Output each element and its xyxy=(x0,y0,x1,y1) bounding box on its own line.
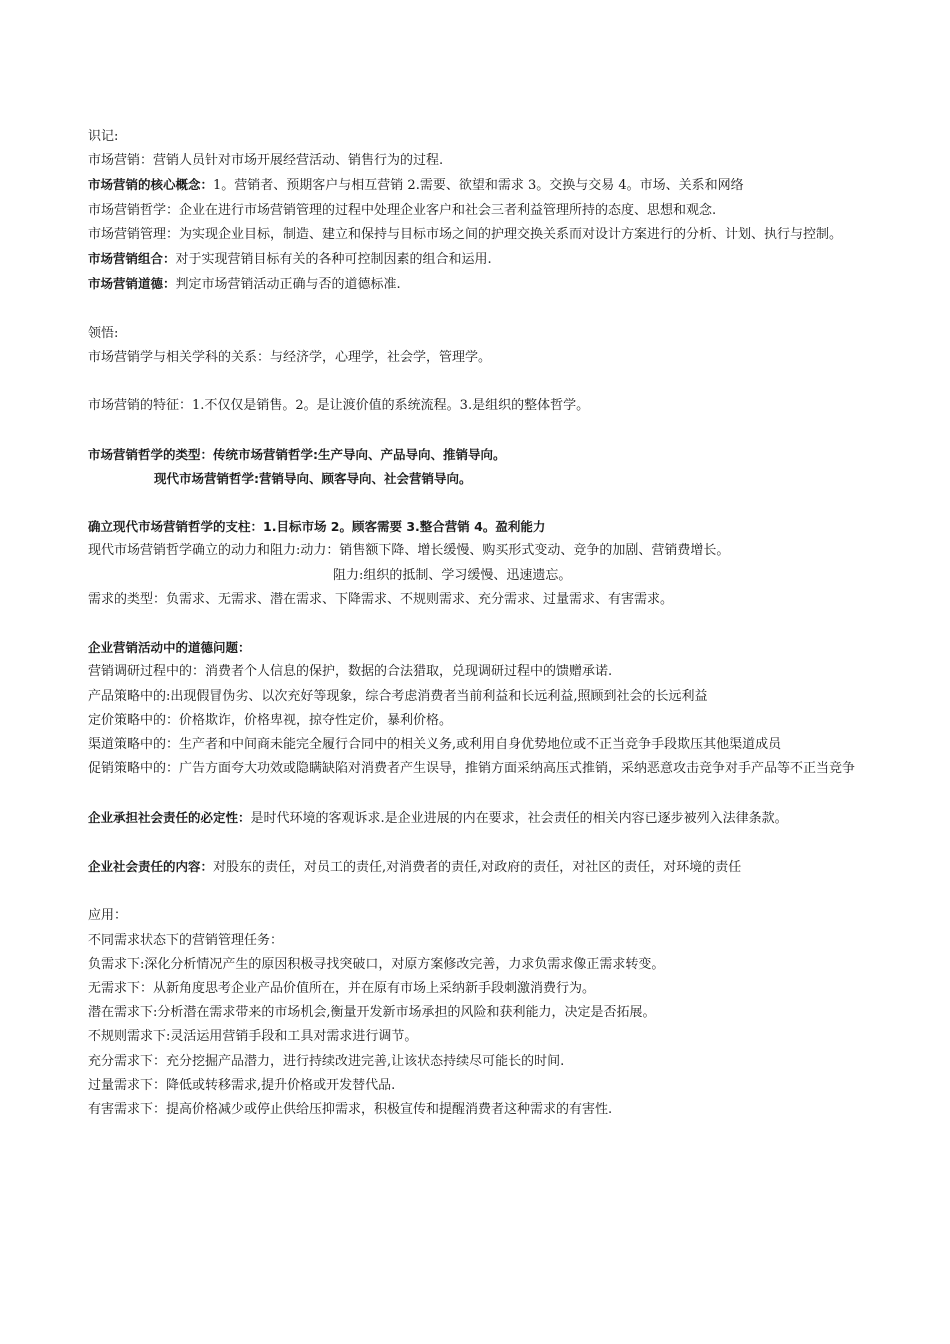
paragraph: 促销策略中的：广告方面夸大功效或隐瞒缺陷对消费者产生误导，推销方面采纳高压式推销，采纳恶意攻击竞争对手产品等不正当竞争 xyxy=(88,761,856,777)
paragraph: 产品策略中的:出现假冒伪劣、以次充好等现象，综合考虑消费者当前利益和长远利益,照顾到社会的长远利益 xyxy=(88,688,708,704)
paragraph xyxy=(88,806,878,831)
paragraph: 市场营销的特征：1.不仅仅是销售。2。是让渡价值的系统流程。3.是组织的整体哲学。 xyxy=(88,398,590,414)
paragraph: 过量需求下：降低或转移需求,提升价格或开发替代品. xyxy=(88,1077,396,1093)
term-text: 判定市场营销活动正确与否的道德标准. xyxy=(175,277,401,293)
section-heading-understand: 领悟: xyxy=(88,325,119,341)
section-heading-recall: 识记: xyxy=(88,129,119,144)
term-text: 1。营销者、预期客户与相互营销 2.需要、欲望和需求 3。交换与交易 4。市场、关系和网络 xyxy=(213,178,744,194)
paragraph: 市场营销哲学：企业在进行市场营销管理的过程中处理企业客户和社会三者利益管理所持的态度、思想和观念. xyxy=(88,202,717,218)
paragraph: 有害需求下：提高价格减少或停止供给压抑需求，积极宣传和提醒消费者这种需求的有害性. xyxy=(88,1102,613,1117)
paragraph: 市场营销管理：为实现企业目标，制造、建立和保持与目标市场之间的护理交换关系而对设计方案进行的分析、计划、执行与控制。 xyxy=(88,226,843,242)
paragraph: 营销调研过程中的：消费者个人信息的保护，数据的合法猎取，兑现调研过程中的馈赠承诺. xyxy=(88,664,613,680)
paragraph: 需求的类型：负需求、无需求、潜在需求、下降需求、不规则需求、充分需求、过量需求、有害需求。 xyxy=(88,591,674,607)
paragraph xyxy=(88,855,878,880)
paragraph: 定价策略中的：价格欺诈，价格卑视，掠夺性定价，暴利价格。 xyxy=(88,712,453,728)
paragraph: 充分需求下：充分挖掘产品潜力，进行持续改进完善,让该状态持续尽可能长的时间. xyxy=(88,1053,565,1069)
paragraph: 不规则需求下:灵活运用营销手段和工具对需求进行调节。 xyxy=(88,1029,418,1045)
paragraph: 市场营销：营销人员针对市场开展经营活动、销售行为的过程. xyxy=(88,153,444,169)
term-text: 对股东的责任，对员工的责任,对消费者的责任,对政府的责任，对社区的责任，对环境的责任 xyxy=(213,859,742,875)
term-label: 市场营销组合： xyxy=(88,251,176,267)
term-label: 企业社会责任的内容： xyxy=(88,858,214,874)
paragraph-bold: 确立现代市场营销哲学的支柱：1.目标市场 2。顾客需要 3.整合营销 4。盈利能力 xyxy=(88,519,546,535)
paragraph: 市场营销学与相关学科的关系：与经济学，心理学，社会学，管理学。 xyxy=(88,349,492,365)
paragraph: 阻力:组织的抵制、学习缓慢、迅速遗忘。 xyxy=(333,567,572,583)
paragraph: 渠道策略中的：生产者和中间商未能完全履行合同中的相关义务,或利用自身优势地位或不正当竞争手段欺压其他渠道成员 xyxy=(88,737,782,752)
paragraph xyxy=(88,173,878,198)
paragraph: 不同需求状态下的营销管理任务： xyxy=(88,932,284,948)
paragraph-bold: 现代市场营销哲学:营销导向、顾客导向、社会营销导向。 xyxy=(154,470,472,486)
paragraph: 现代市场营销哲学确立的动力和阻力:动力：销售额下降、增长缓慢、购买形式变动、竞争的加剧、营销费增长。 xyxy=(88,543,730,559)
term-text: 是时代环境的客观诉求.是企业进展的内在要求，社会责任的相关内容已逐步被列入法律条款。 xyxy=(250,810,788,826)
term-label: 市场营销的核心概念： xyxy=(88,177,214,193)
document-body xyxy=(88,125,878,1122)
term-label: 企业承担社会责任的必定性： xyxy=(88,809,251,825)
paragraph: 负需求下:深化分析情况产生的原因积极寻找突破口，对原方案修改完善，力求负需求像正需求转变。 xyxy=(88,956,665,972)
section-heading-ethics: 企业营销活动中的道德问题： xyxy=(88,640,251,656)
section-heading-apply: 应用： xyxy=(88,908,128,924)
paragraph: 潜在需求下:分析潜在需求带来的市场机会,衡量开发新市场承担的风险和获利能力，决定是否拓展。 xyxy=(88,1005,656,1021)
paragraph: 无需求下：从新角度思考企业产品价值所在，并在原有市场上采纳新手段刺激消费行为。 xyxy=(88,980,596,996)
term-text: 对于实现营销目标有关的各种可控制因素的组合和运用. xyxy=(175,252,492,268)
paragraph-bold: 市场营销哲学的类型：传统市场营销哲学:生产导向、产品导向、推销导向。 xyxy=(88,446,506,462)
term-label: 市场营销道德： xyxy=(88,276,176,292)
paragraph xyxy=(88,247,878,272)
paragraph xyxy=(88,272,878,297)
